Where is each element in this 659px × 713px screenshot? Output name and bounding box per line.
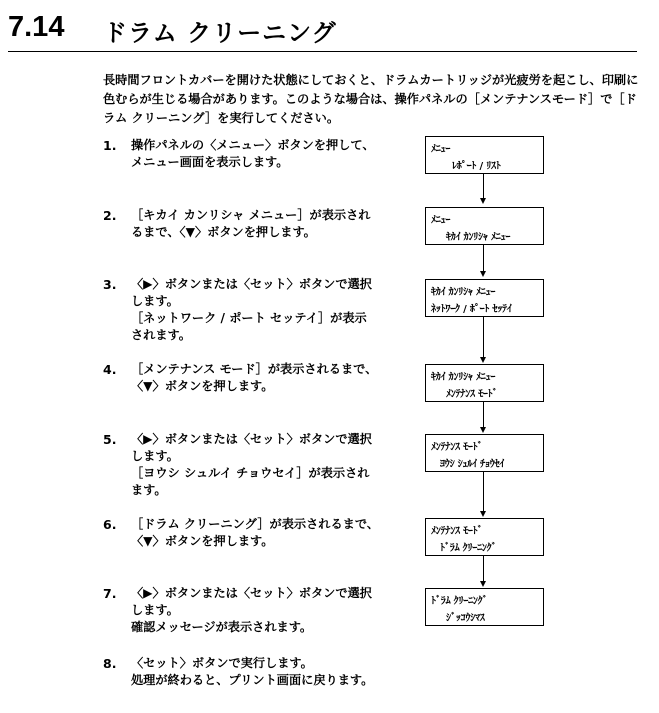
step-line: 〈▶〉ボタンまたは〈セット〉ボタンで選択 [131,277,372,291]
step-line: メニュー画面を表示します。 [131,155,289,169]
section-title: ドラム クリーニング [103,19,337,47]
lcd-line-1: ﾒﾆｭｰ [431,215,451,226]
section-number: 7.14 [8,11,65,43]
step-number: 3. [103,277,117,292]
lcd-panel [425,207,544,245]
lcd-line-2: ｷｶｲ ｶﾝﾘｼｬ ﾒﾆｭｰ [446,232,511,243]
step-line: 〈▶〉ボタンまたは〈セット〉ボタンで選択 [131,586,372,600]
step-line: るまで、〈▼〉ボタンを押します。 [131,225,316,239]
step-text [131,207,401,241]
flow-arrow [483,556,485,587]
lcd-line-2: ﾚﾎﾟｰﾄ / ﾘｽﾄ [452,161,501,172]
lcd-line-2: ｼﾞｯｺｳｼﾏｽ [446,613,485,624]
lcd-line-2: ﾒﾝﾃﾅﾝｽ ﾓｰﾄﾞ [446,389,498,400]
step-number: 2. [103,208,117,223]
flow-arrow [483,317,485,363]
step-text [131,137,401,171]
step-number: 4. [103,362,117,377]
lcd-line-2: ﾈｯﾄﾜｰｸ / ﾎﾟｰﾄ ｾｯﾃｲ [431,304,512,315]
step-text [131,431,401,499]
step-line: 確認メッセージが表示されます。 [131,620,313,634]
step-number: 5. [103,432,117,447]
lcd-line-2: ﾖｳｼ ｼｭﾙｲ ﾁｮｳｾｲ [440,459,505,470]
intro-paragraph: 長時間フロントカバーを開けた状態にしておくと、ドラムカートリッジが光疲労を起こし、印刷に色むらが生じる場合があります。このような場合は、操作パネルの［メンテナンスモード］で［ドラム クリーニング］を実行してください。 [103,73,639,125]
step-text [131,585,401,636]
lcd-line-1: ﾒﾝﾃﾅﾝｽ ﾓｰﾄﾞ [431,526,483,537]
step-line: されます。 [131,328,191,342]
flow-arrow [483,174,485,204]
step-line: ［メンテナンス モード］が表示されるまで、 [131,362,378,376]
flow-arrow [483,472,485,517]
step-line: 〈▼〉ボタンを押します。 [131,534,274,548]
lcd-panel [425,434,544,472]
step-line: ［ネットワーク / ポート セッテイ］が表示 [131,311,367,325]
step-line: します。 [131,603,179,617]
lcd-line-1: ﾄﾞﾗﾑ ｸﾘｰﾆﾝｸﾞ [431,596,488,607]
lcd-line-1: ﾒﾝﾃﾅﾝｽ ﾓｰﾄﾞ [431,442,483,453]
step-line: 操作パネルの〈メニュー〉ボタンを押して、 [131,138,375,152]
step-line: します。 [131,449,179,463]
step-line: ［ヨウシ シュルイ チョウセイ］が表示され [131,466,370,480]
lcd-line-1: ﾒﾆｭｰ [431,144,451,155]
lcd-line-1: ｷｶｲ ｶﾝﾘｼｬ ﾒﾆｭｰ [431,372,496,383]
lcd-line-1: ｷｶｲ ｶﾝﾘｼｬ ﾒﾆｭｰ [431,287,496,298]
step-line: ます。 [131,483,167,497]
step-number: 6. [103,517,117,532]
step-number: 7. [103,586,117,601]
lcd-panel [425,136,544,174]
step-line: します。 [131,294,179,308]
step-line: ［キカイ カンリシャ メニュー］が表示され [131,208,371,222]
step-text [131,276,401,344]
flow-arrow [483,245,485,277]
step-line: ［ドラム クリーニング］が表示されるまで、 [131,517,379,531]
step-line: 処理が終わると、プリント画面に戻ります。 [131,673,374,687]
header-rule [8,51,637,52]
step-text [131,655,401,689]
step-line: 〈セット〉ボタンで実行します。 [131,656,313,670]
lcd-panel [425,364,544,402]
step-text [131,361,401,395]
step-number: 1. [103,138,117,153]
flow-arrow [483,402,485,433]
lcd-panel [425,518,544,556]
lcd-panel [425,588,544,626]
step-number: 8. [103,656,117,671]
lcd-panel [425,279,544,317]
step-line: 〈▼〉ボタンを押します。 [131,379,274,393]
step-line: 〈▶〉ボタンまたは〈セット〉ボタンで選択 [131,432,372,446]
step-text [131,516,401,550]
lcd-line-2: ﾄﾞﾗﾑ ｸﾘｰﾆﾝｸﾞ [440,543,497,554]
